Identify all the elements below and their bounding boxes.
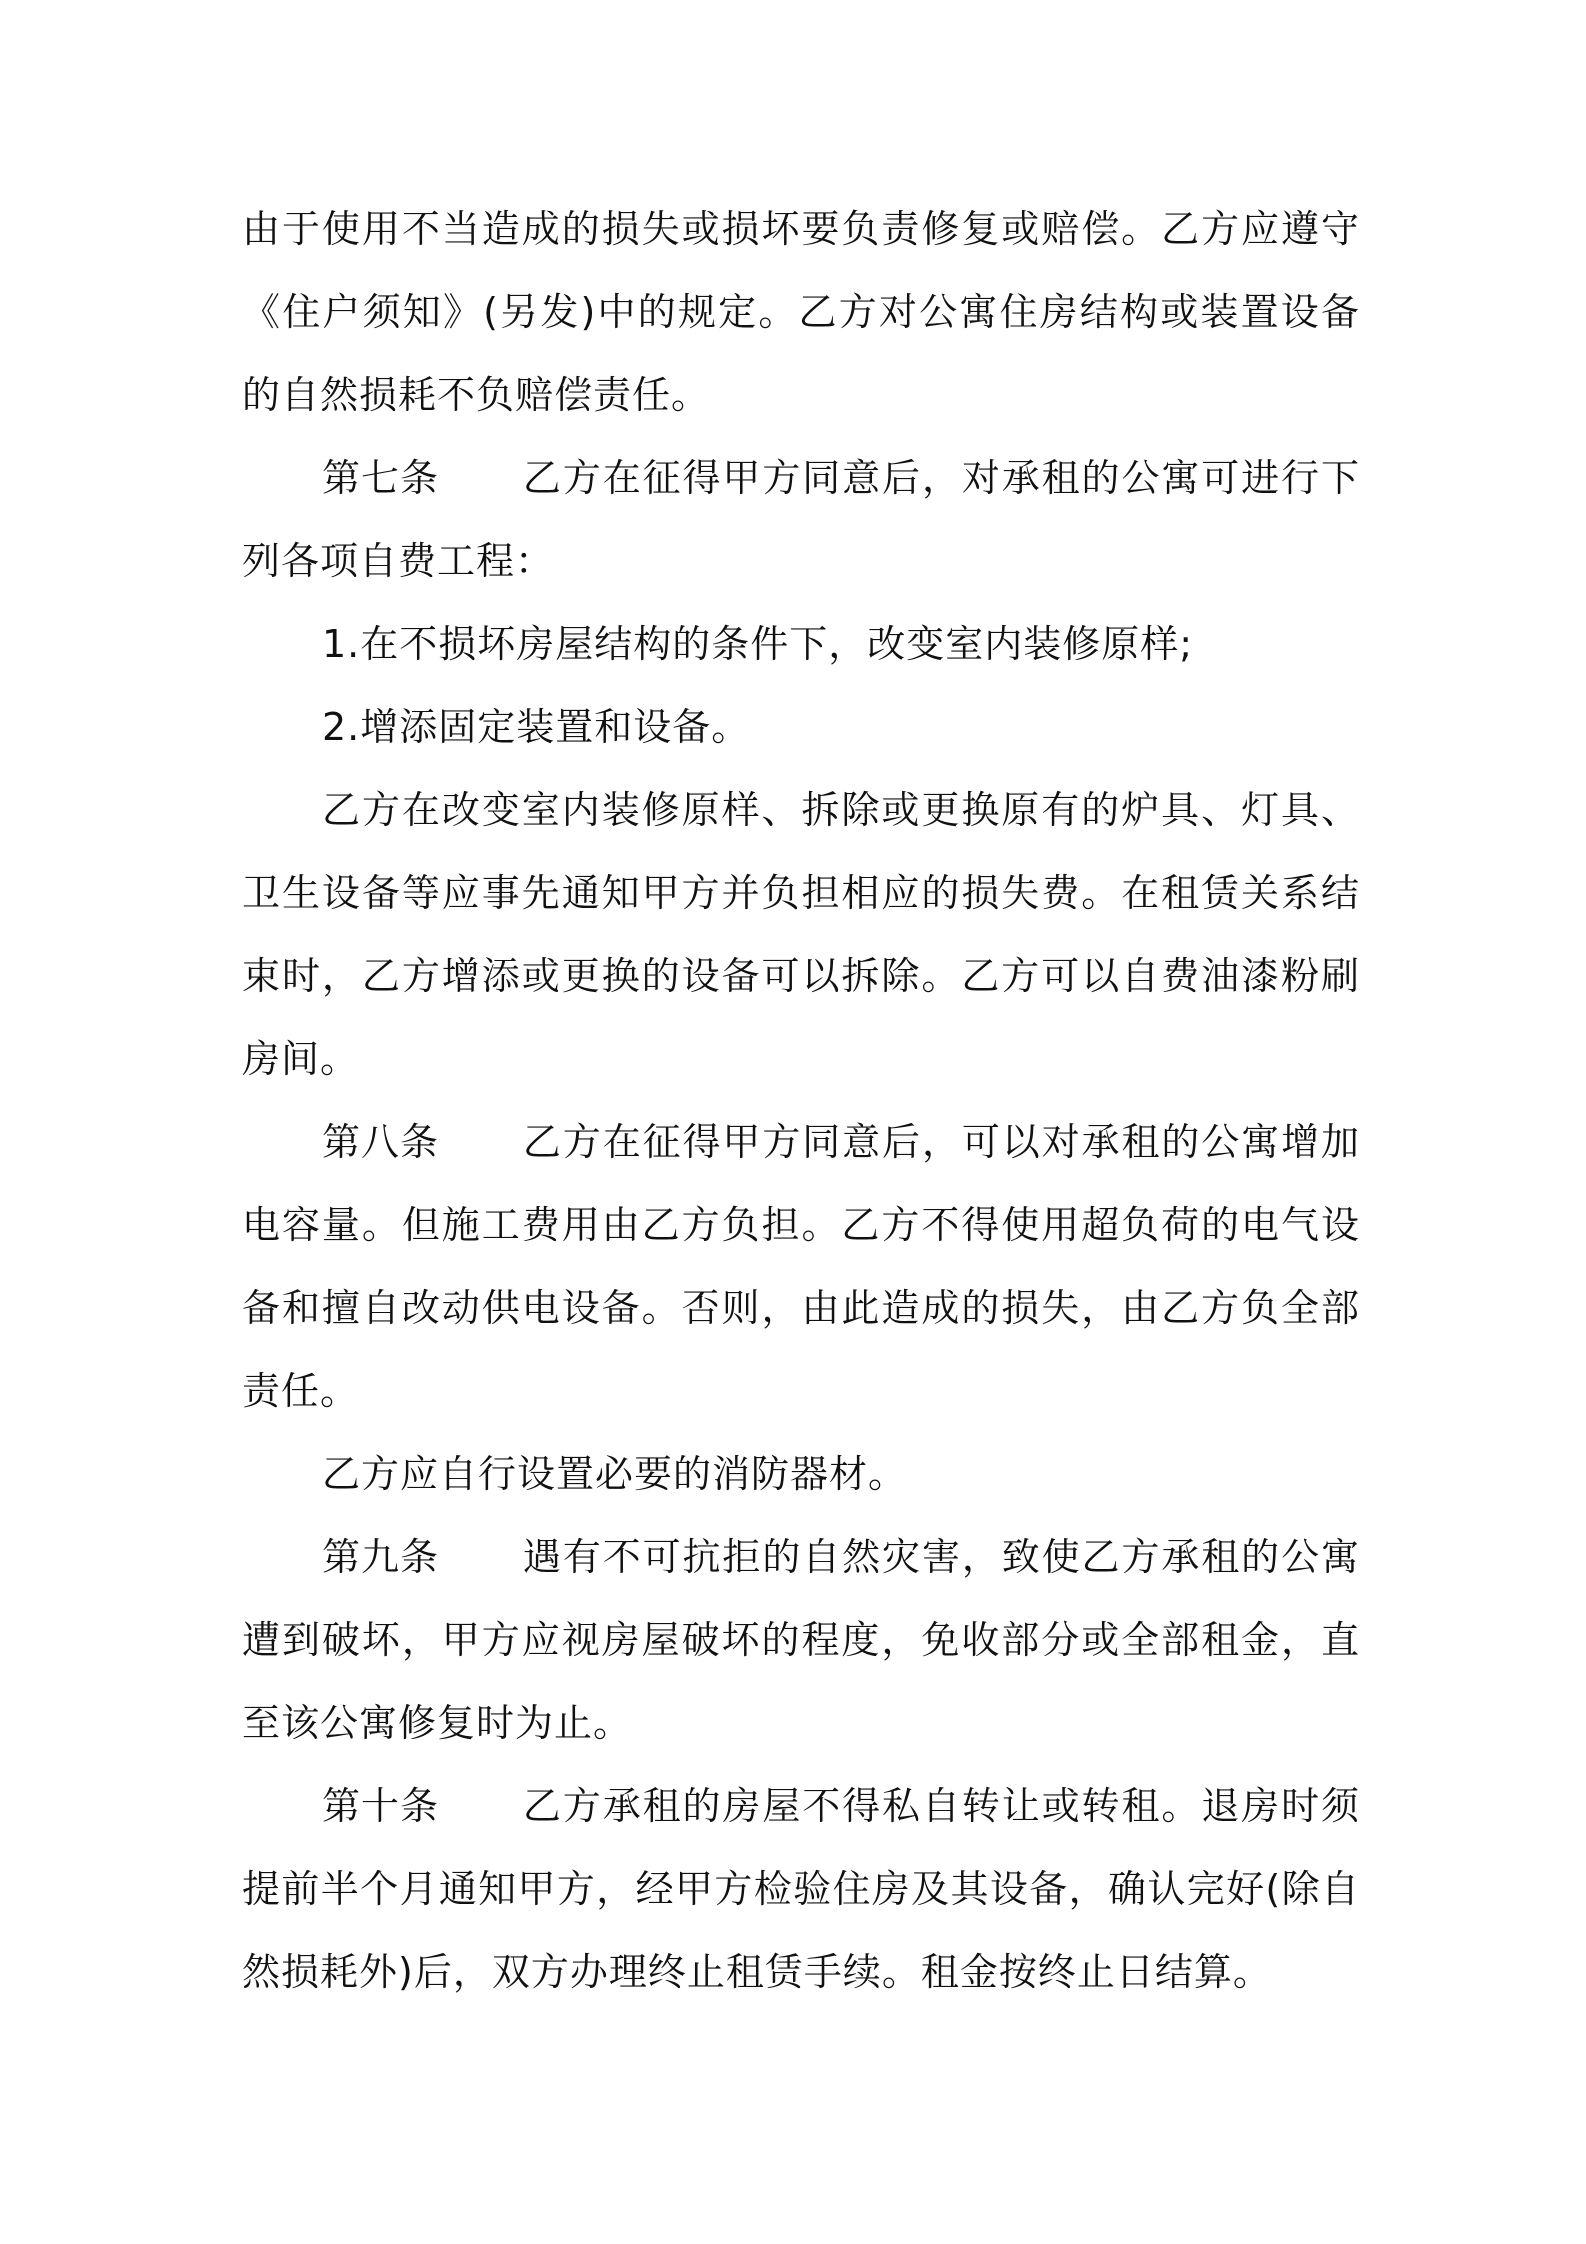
- article-8: [242, 1101, 1360, 1433]
- article-9: [242, 1516, 1360, 1765]
- article-number: 第十条: [322, 1784, 440, 1828]
- article-text: 乙方在征得甲方同意后，可以对承租的公寓增加电容量。但施工费用由乙方负担。乙方不得使用超负荷的电气设备和擅自改动供电设备。否则，由此造成的损失，由乙方负全部责任。: [242, 1120, 1360, 1413]
- article-number: 第八条: [322, 1120, 440, 1164]
- article-text: 乙方承租的房屋不得私自转让或转租。退房时须提前半个月通知甲方，经甲方检验住房及其设备，确认完好(除自然损耗外)后，双方办理终止租赁手续。租金按终止日结算。: [242, 1784, 1360, 1994]
- document-body: [242, 188, 1360, 2014]
- article-8-note: [242, 1433, 1360, 1516]
- paragraph-text: 乙方应自行设置必要的消防器材。: [322, 1452, 908, 1496]
- article-number: 第九条: [322, 1535, 440, 1579]
- article-7-item-1: [242, 603, 1360, 686]
- paragraph-text: 由于使用不当造成的损失或损坏要负责修复或赔偿。乙方应遵守《住户须知》(另发)中的规定。乙方对公寓住房结构或装置设备的自然损耗不负赔偿责任。: [242, 207, 1360, 417]
- article-7: [242, 437, 1360, 603]
- list-item-text: 2.增添固定装置和设备。: [322, 705, 751, 749]
- article-text: 遇有不可抗拒的自然灾害，致使乙方承租的公寓遭到破坏，甲方应视房屋破坏的程度，免收部分或全部租金，直至该公寓修复时为止。: [242, 1535, 1360, 1745]
- paragraph-continuation: [242, 188, 1360, 437]
- article-number: 第七条: [322, 456, 440, 500]
- list-item-text: 1.在不损坏房屋结构的条件下，改变室内装修原样;: [322, 622, 1194, 666]
- paragraph-text: 乙方在改变室内装修原样、拆除或更换原有的炉具、灯具、卫生设备等应事先通知甲方并负担相应的损失费。在租赁关系结束时，乙方增添或更换的设备可以拆除。乙方可以自费油漆粉刷房间。: [242, 788, 1360, 1081]
- article-text: 乙方在征得甲方同意后，对承租的公寓可进行下列各项自费工程：: [242, 456, 1360, 583]
- article-7-item-2: [242, 686, 1360, 769]
- article-10: [242, 1765, 1360, 2014]
- article-7-note: [242, 769, 1360, 1101]
